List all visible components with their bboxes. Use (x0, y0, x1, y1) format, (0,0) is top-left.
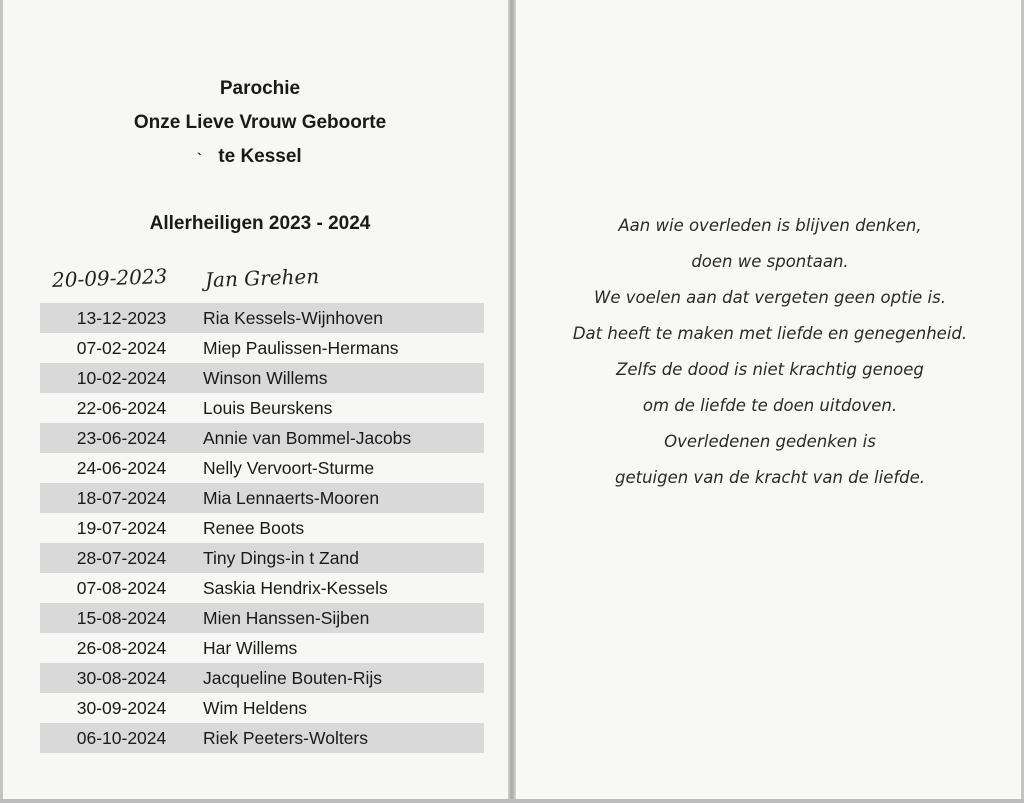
list-item (40, 363, 484, 393)
quote-line: om de liefde te doen uitdoven. (642, 396, 898, 415)
quote-line: Overledenen gedenken is (664, 432, 876, 451)
list-item (40, 453, 484, 483)
list-item (40, 723, 484, 753)
deceased-name: Mia Lennaerts-Mooren (203, 487, 380, 508)
deceased-name: Riek Peeters-Wolters (203, 727, 369, 748)
list-item (40, 603, 484, 633)
memorial-quote (540, 208, 1000, 496)
quote-line: getuigen van de kracht van de liefde. (614, 468, 926, 487)
death-date: 28-07-2024 (76, 547, 167, 568)
deceased-name: Renee Boots (203, 517, 305, 538)
deceased-name: Saskia Hendrix-Kessels (203, 577, 388, 598)
list-item (40, 543, 484, 573)
death-date: 06-10-2024 (76, 727, 167, 748)
deceased-name: Annie van Bommel-Jacobs (203, 427, 412, 448)
stray-mark: ` (197, 150, 202, 166)
death-date: 18-07-2024 (76, 487, 167, 508)
deceased-name: Miep Paulissen-Hermans (203, 337, 399, 358)
page-title: Allerheiligen 2023 - 2024 (149, 213, 371, 234)
deceased-name: Har Willems (203, 637, 298, 658)
quote-line: doen we spontaan. (691, 252, 849, 271)
list-item (40, 573, 484, 603)
death-date: 07-08-2024 (76, 577, 167, 598)
list-item (40, 423, 484, 453)
deceased-name: Mien Hanssen-Sijben (203, 607, 370, 628)
list-item (40, 303, 484, 333)
quote-line: We voelen aan dat vergeten geen optie is. (594, 288, 946, 307)
list-item (40, 333, 484, 363)
quote-line: Dat heeft te maken met liefde en genegenheid. (572, 324, 968, 343)
page-edge-left (0, 0, 3, 803)
list-item (40, 513, 484, 543)
death-date: 30-09-2024 (76, 697, 167, 718)
parish-label: Parochie (219, 78, 301, 99)
list-item (40, 693, 484, 723)
deceased-name: Nelly Vervoort-Sturme (203, 457, 375, 478)
death-date: 23-06-2024 (76, 427, 167, 448)
deceased-name: Jacqueline Bouten-Rijs (203, 667, 382, 688)
death-date: 13-12-2023 (76, 307, 167, 328)
deceased-name: Ria Kessels-Wijnhoven (203, 307, 383, 328)
parish-location: te Kessel (218, 146, 302, 167)
list-item (40, 483, 484, 513)
deceased-name: Wim Heldens (203, 697, 308, 718)
death-date: 24-06-2024 (76, 457, 167, 478)
quote-line: Aan wie overleden is blijven denken, (618, 216, 922, 235)
death-date: 10-02-2024 (76, 367, 167, 388)
page-fold (508, 0, 516, 803)
list-item (40, 633, 484, 663)
death-date: 26-08-2024 (76, 637, 167, 658)
death-date: 19-07-2024 (76, 517, 167, 538)
page-edge-bottom (0, 799, 1024, 803)
death-date: 15-08-2024 (76, 607, 167, 628)
deceased-list (40, 303, 484, 753)
deceased-name: Louis Beurskens (203, 397, 333, 418)
death-date: 07-02-2024 (76, 337, 167, 358)
list-item (40, 393, 484, 423)
handwritten-name: Jan Grehen (204, 264, 320, 292)
parish-name: Onze Lieve Vrouw Geboorte (133, 112, 387, 133)
death-date: 22-06-2024 (76, 397, 167, 418)
handwritten-date: 20-09-2023 (51, 263, 168, 293)
quote-line: Zelfs de dood is niet krachtig genoeg (616, 360, 924, 379)
deceased-name: Tiny Dings-in t Zand (203, 547, 359, 568)
deceased-name: Winson Willems (203, 367, 328, 388)
list-item (40, 663, 484, 693)
death-date: 30-08-2024 (76, 667, 167, 688)
